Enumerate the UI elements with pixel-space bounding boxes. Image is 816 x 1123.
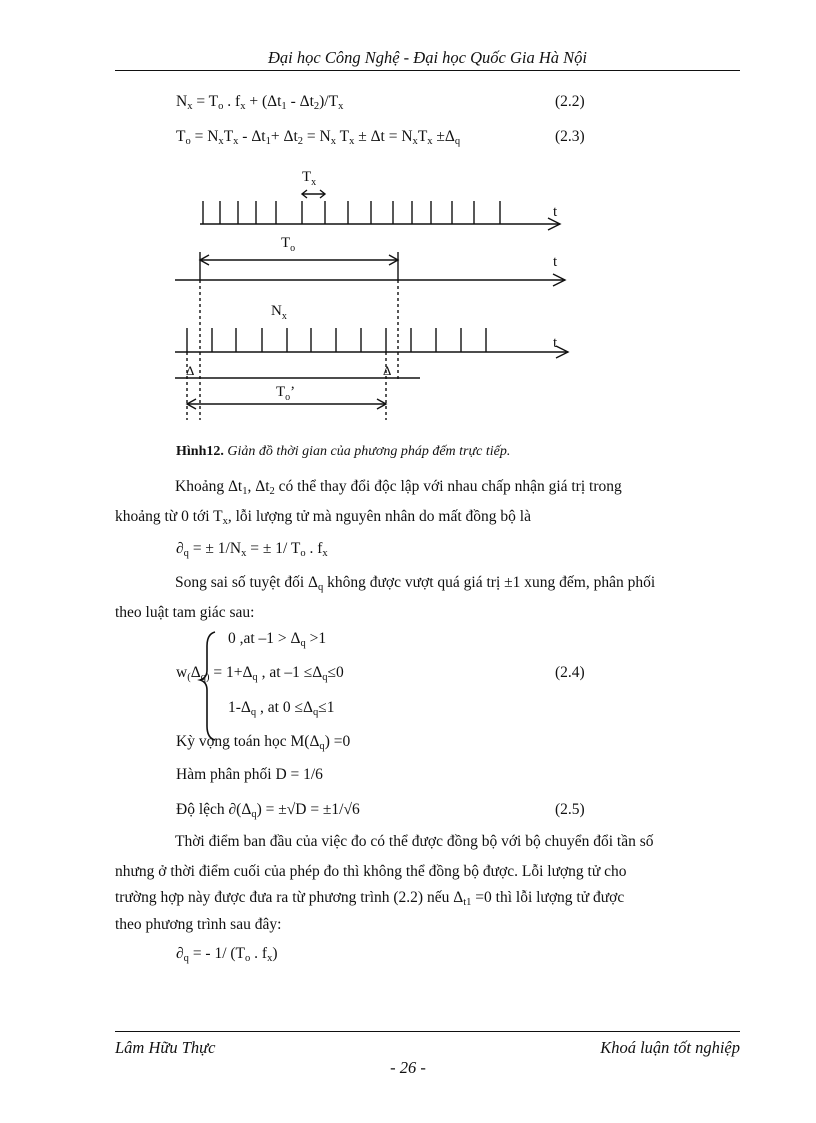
footer-rule [115, 1031, 740, 1032]
piecewise-brace [195, 626, 225, 746]
paragraph-3-line-4: theo phương trình sau đây: [115, 916, 282, 933]
timeline-3-label: t [553, 335, 558, 351]
tx-label: $T_x$ [302, 169, 317, 188]
to-prime-label: $T_o$’ [276, 384, 296, 403]
paragraph-1-line-1: Khoảng $\Delta t_1$, $\Delta t_2$ có thể thay đổi độc lập với nhau chấp nhận giá trị trong [175, 478, 622, 498]
figure-caption: Hình12. Giản đồ thời gian của phương pháp đếm trực tiếp. [176, 444, 511, 459]
equation-2-3: $T_o = N_xT_x - \Delta t_1+ \Delta t_2 = N_x$ $T_x \pm \Delta t = N_xT_x \pm\Delta_q$ [176, 128, 461, 148]
equation-number-2-4: (2.4) [555, 664, 585, 681]
paragraph-3-line-3: trường hợp này được đưa ra từ phương trình (2.2) nếu $\Delta_{t1} =0$ thì lỗi lượng tử được [115, 889, 625, 909]
equation-number-2-3: (2.3) [555, 128, 585, 145]
footer-author: Lâm Hữu Thực [115, 1038, 216, 1057]
timeline-1-pulses [203, 201, 500, 224]
paragraph-3-line-1: Thời điểm ban đầu của việc đo có thể được đồng bộ với bộ chuyển đổi tần số [175, 833, 654, 850]
delta-right-label: Δ [383, 363, 392, 378]
piecewise-case-3: $1-\Delta_q$ , at $0 \le\Delta_q\le 1$ [228, 699, 335, 719]
to-label: $T_o$ [281, 235, 296, 254]
timeline-2-label: t [553, 254, 558, 270]
timeline-1-label: t [553, 204, 558, 220]
equation-quantization-error-2: $\partial_q$ = - 1/ ($T_o$ . $f_x$) [176, 945, 278, 965]
distribution-line: Hàm phân phối D = 1/6 [176, 766, 323, 783]
nx-label: $N_x$ [271, 303, 287, 322]
timing-diagram [0, 0, 816, 440]
paragraph-2-line-1: Song sai số tuyệt đối $\Delta_q$ không được vượt quá giá trị ±1 xung đếm, phân phối [175, 574, 656, 594]
page-header: Đại học Công Nghệ - Đại học Quốc Gia Hà Nội [268, 48, 587, 67]
equation-number-2-2: (2.2) [555, 93, 585, 110]
equation-number-2-5: (2.5) [555, 801, 585, 818]
paragraph-2-line-2: theo luật tam giác sau: [115, 604, 255, 621]
piecewise-case-2: $w_(\Delta_{q)} = 1+\Delta_q$ , at $-1 \le\Delta_q\le 0$ [176, 664, 344, 684]
paragraph-3-line-2: nhưng ở thời điểm cuối của phép đo thì không thể đồng bộ được. Lỗi lượng tử cho [115, 863, 627, 880]
piecewise-case-1: 0 ,at $-1 > \Delta_q >1$ [228, 630, 327, 650]
delta-left-label: Δ [186, 363, 195, 378]
page-number: - 26 - [390, 1058, 426, 1077]
equation-2-2: $N_x = T_o$ . $f_x + (\Delta t_1 - \Delta t_2)/T_x$ [176, 93, 344, 113]
footer-title: Khoá luận tốt nghiệp [600, 1038, 740, 1057]
paragraph-1-line-2: khoảng từ 0 tới $T_x$, lỗi lượng tử mà nguyên nhân do mất đồng bộ là [115, 508, 531, 528]
equation-quantization-error: $\partial_q$ = ± $1/N_x$ = ± 1/ $T_o$ . $f_x$ [176, 540, 328, 560]
expectation-line: Kỳ vọng toán học $M(\Delta_q) =0$ [176, 733, 351, 753]
deviation-line: Độ lệch $\partial(\Delta_q) = \pm√D = \pm 1/√6$ [176, 801, 360, 821]
timeline-3-pulses [187, 328, 486, 352]
